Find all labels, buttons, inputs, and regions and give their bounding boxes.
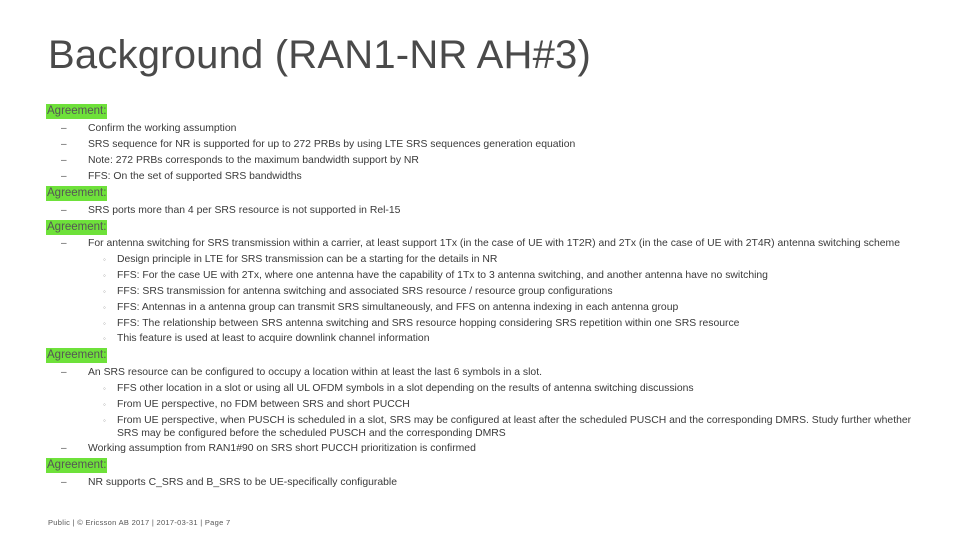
dash-bullet-icon: – [61, 366, 67, 378]
sub-bullet-text: FFS other location in a slot or using all UL OFDM symbols in a slot depending on the results of antenna switching discussions [117, 382, 694, 394]
circle-bullet-icon: ◦ [103, 286, 106, 296]
bullet-text: Confirm the working assumption [88, 122, 237, 134]
bullet-text: FFS: On the set of supported SRS bandwidths [88, 170, 302, 182]
sub-bullet-text: From UE perspective, no FDM between SRS and short PUCCH [117, 398, 410, 410]
sub-bullet-text: FFS: SRS transmission for antenna switching and associated SRS resource / resource group configurations [117, 285, 613, 297]
dash-bullet-icon: – [61, 477, 67, 489]
agreement-section [46, 186, 916, 217]
bullet-item [46, 237, 916, 250]
sub-bullet-item [46, 269, 916, 282]
slide-body [46, 104, 916, 492]
dash-bullet-icon: – [61, 170, 67, 182]
sub-bullet-text: FFS: For the case UE with 2Tx, where one antenna have the capability of 1Tx to 3 antenna switching, and another antenna have no switching [117, 270, 768, 282]
circle-bullet-icon: ◦ [103, 302, 106, 312]
dash-bullet-icon: – [61, 443, 67, 455]
bullet-item [46, 170, 916, 183]
sub-bullet-text: FFS: Antennas in a antenna group can transmit SRS simultaneously, and FFS on antenna indexing in each antenna group [117, 301, 679, 313]
circle-bullet-icon: ◦ [103, 415, 106, 425]
dash-bullet-icon: – [61, 204, 67, 216]
circle-bullet-icon: ◦ [103, 318, 106, 328]
circle-bullet-icon: ◦ [103, 255, 106, 265]
agreement-section [46, 348, 916, 455]
dash-bullet-icon: – [61, 238, 67, 250]
dash-bullet-icon: – [61, 122, 67, 134]
agreement-label: Agreement: [47, 105, 107, 117]
circle-bullet-icon: ◦ [103, 399, 106, 409]
bullet-text: An SRS resource can be configured to occupy a location within at least the last 6 symbols in a slot. [88, 366, 542, 378]
sub-bullet-item [46, 414, 916, 440]
bullet-item [46, 476, 916, 489]
sub-bullet-item [46, 332, 916, 345]
bullet-text: SRS ports more than 4 per SRS resource is not supported in Rel-15 [88, 204, 401, 216]
bullet-text: For antenna switching for SRS transmission within a carrier, at least support 1Tx (in the case of UE with 1T2R) and 2Tx (in the case of UE with 2T4R) antenna switching scheme [88, 238, 900, 250]
bullet-item [46, 154, 916, 167]
circle-bullet-icon: ◦ [103, 383, 106, 393]
agreement-label: Agreement: [47, 186, 107, 199]
bullet-text: SRS sequence for NR is supported for up to 272 PRBs by using LTE SRS sequences generation equation [88, 138, 576, 150]
bullet-text: NR supports C_SRS and B_SRS to be UE-specifically configurable [88, 477, 397, 489]
circle-bullet-icon: ◦ [103, 271, 106, 281]
sub-bullet-text: Design principle in LTE for SRS transmission can be a starting for the details in NR [117, 254, 498, 266]
agreement-label: Agreement: [47, 459, 107, 472]
circle-bullet-icon: ◦ [103, 334, 106, 344]
bullet-text: Working assumption from RAN1#90 on SRS short PUCCH prioritization is confirmed [88, 443, 476, 455]
bullet-item [46, 122, 916, 135]
sub-bullet-text: This feature is used at least to acquire downlink channel information [117, 333, 430, 345]
agreement-section [46, 458, 916, 489]
sub-bullet-text: From UE perspective, when PUSCH is scheduled in a slot, SRS may be configured at least after the scheduled PUSCH and the corresponding DMRS. Study further whether SRS may be configured before the scheduled PUSCH and the corresponding DMRS [117, 414, 912, 439]
agreement-section [46, 220, 916, 346]
bullet-item [46, 138, 916, 151]
sub-bullet-text: FFS: The relationship between SRS antenna switching and SRS resource hopping considering SRS repetition within one SRS resource [117, 317, 740, 329]
agreement-label: Agreement: [47, 220, 107, 233]
sub-bullet-item [46, 253, 916, 266]
dash-bullet-icon: – [61, 138, 67, 150]
sub-bullet-item [46, 398, 916, 411]
dash-bullet-icon: – [61, 154, 67, 166]
slide-footer: Public | © Ericsson AB 2017 | 2017-03-31 | Page 7 [48, 518, 231, 527]
sub-bullet-item [46, 285, 916, 298]
bullet-item [46, 204, 916, 217]
sub-bullet-item [46, 301, 916, 314]
bullet-text: Note: 272 PRBs corresponds to the maximum bandwidth support by NR [88, 154, 419, 166]
slide-title: Background (RAN1-NR AH#3) [48, 33, 591, 77]
sub-bullet-item [46, 317, 916, 330]
bullet-item [46, 366, 916, 379]
sub-bullet-item [46, 382, 916, 395]
agreement-label: Agreement: [47, 349, 107, 362]
bullet-item [46, 442, 916, 455]
agreement-section [46, 104, 916, 183]
